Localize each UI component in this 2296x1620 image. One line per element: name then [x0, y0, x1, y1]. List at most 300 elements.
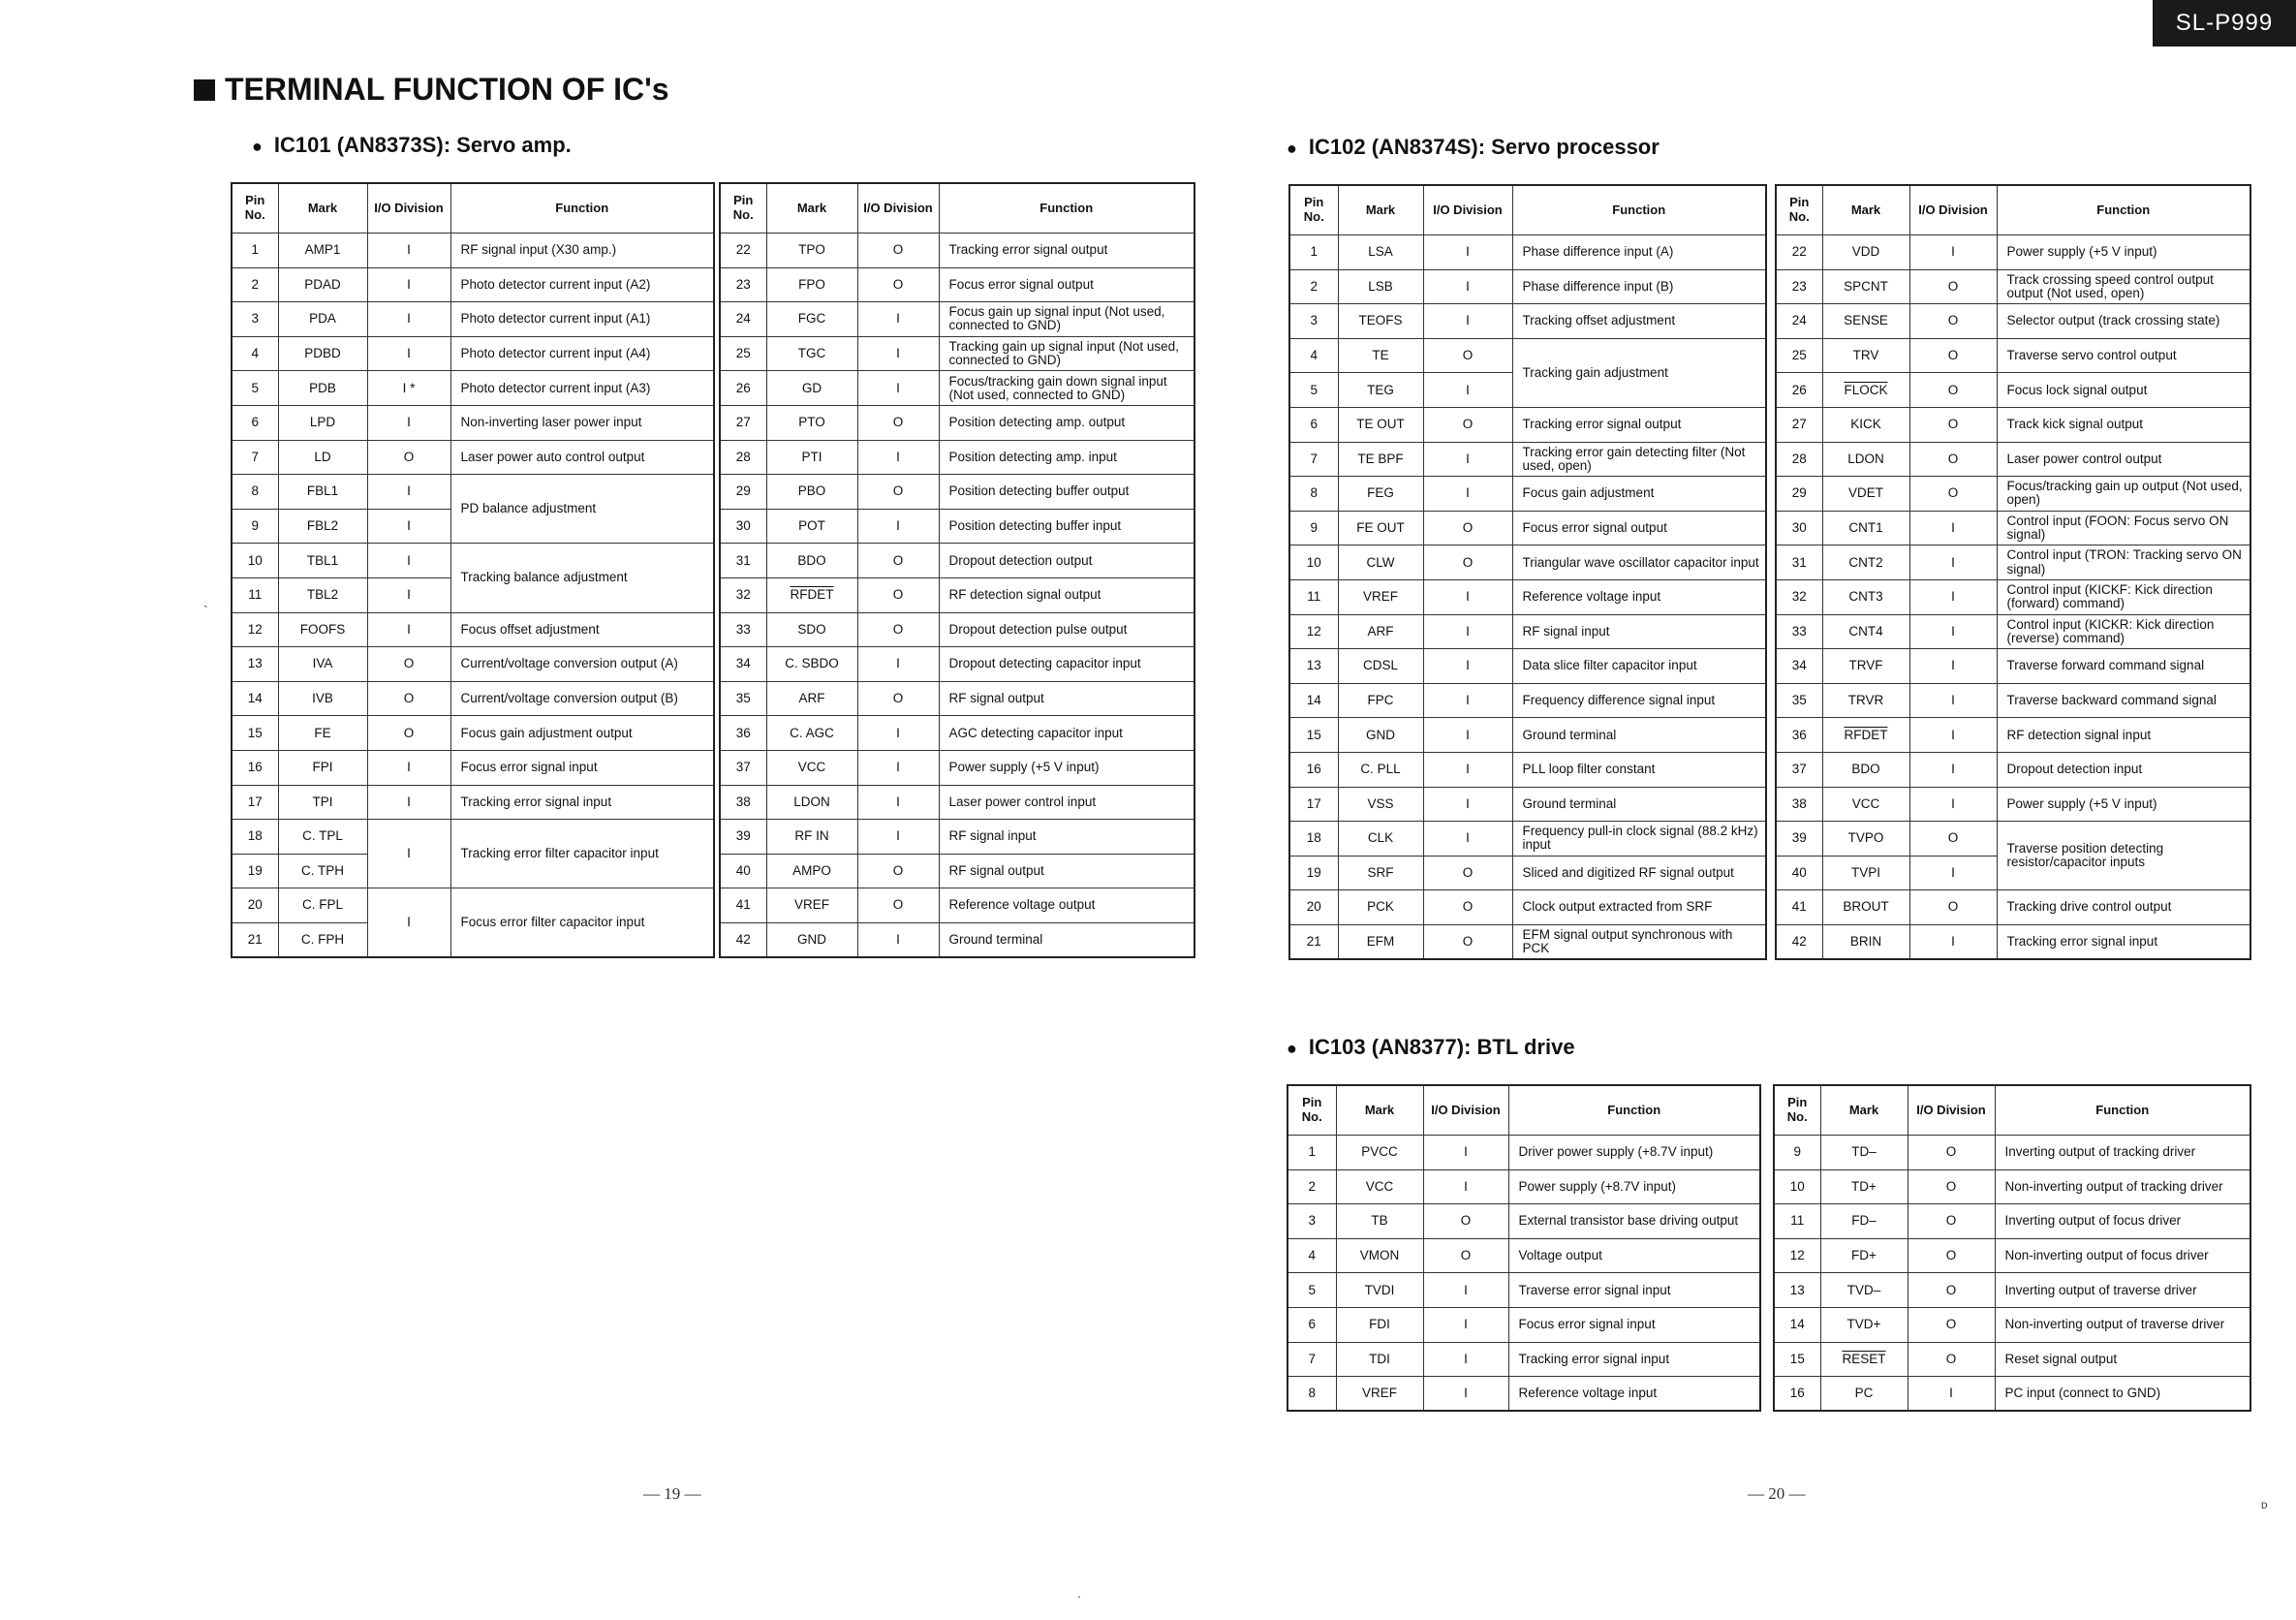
table-row	[232, 234, 714, 268]
page-title-text: TERMINAL FUNCTION OF IC's	[225, 72, 669, 107]
pin-number-cell: 12	[1289, 614, 1338, 649]
model-badge	[2153, 0, 2296, 47]
table-row	[232, 440, 714, 475]
io-cell: I	[367, 405, 450, 440]
mark-cell: TGC	[766, 336, 857, 371]
io-cell: O	[1423, 924, 1512, 959]
io-cell: I	[857, 716, 939, 751]
table-row	[1289, 683, 1766, 718]
table-row	[1776, 407, 2250, 442]
io-cell: I	[367, 612, 450, 647]
table-row	[720, 612, 1195, 647]
io-cell: O	[1909, 477, 1997, 512]
table-row	[720, 544, 1195, 578]
io-cell: I	[367, 750, 450, 785]
pin-number-cell: 39	[1776, 822, 1822, 857]
pin-number-cell: 25	[720, 336, 766, 371]
io-cell: O	[1908, 1307, 1995, 1342]
io-cell: O	[367, 647, 450, 682]
io-header: I/O Division	[857, 183, 939, 234]
mark-cell: FLOCK	[1822, 373, 1909, 408]
pin-header: Pin No.	[1776, 185, 1822, 235]
io-cell: I	[1423, 1136, 1508, 1170]
pin-number-cell: 42	[720, 922, 766, 957]
function-cell: Position detecting amp. input	[939, 440, 1195, 475]
mark-cell: RF IN	[766, 820, 857, 855]
table-row	[1774, 1238, 2250, 1273]
pin-number-cell: 41	[720, 888, 766, 923]
function-cell: Frequency pull-in clock signal (88.2 kHz) input	[1512, 822, 1766, 857]
function-header: Function	[1508, 1085, 1760, 1136]
pin-number-cell: 36	[1776, 718, 1822, 753]
pin-number-cell: 39	[720, 820, 766, 855]
pin-number-cell: 37	[1776, 752, 1822, 787]
function-cell: Dropout detecting capacitor input	[939, 647, 1195, 682]
pin-number-cell: 3	[1289, 304, 1338, 339]
pin-number-cell: 21	[1289, 924, 1338, 959]
pin-number-cell: 23	[1776, 269, 1822, 304]
function-cell: Ground terminal	[939, 922, 1195, 957]
mark-cell: TEOFS	[1338, 304, 1423, 339]
table-row	[1776, 890, 2250, 925]
pin-number-cell: 4	[1289, 338, 1338, 373]
function-cell: RF signal input	[1512, 614, 1766, 649]
pin-number-cell: 6	[1289, 407, 1338, 442]
pin-number-cell: 17	[232, 785, 278, 820]
pin-table-ic102-right	[1775, 184, 2251, 960]
function-cell: Tracking error signal output	[939, 234, 1195, 268]
mark-cell: ARF	[766, 681, 857, 716]
pin-number-cell: 34	[720, 647, 766, 682]
table-row	[1776, 683, 2250, 718]
table-row	[232, 681, 714, 716]
pin-number-cell: 7	[1288, 1342, 1336, 1377]
table-row	[720, 371, 1195, 406]
io-cell: O	[857, 234, 939, 268]
function-cell: Phase difference input (A)	[1512, 235, 1766, 270]
io-cell: I	[1909, 924, 1997, 959]
function-cell: Frequency difference signal input	[1512, 683, 1766, 718]
function-cell: Position detecting buffer input	[939, 509, 1195, 544]
mark-cell: BDO	[766, 544, 857, 578]
page-number-right: — 20 —	[1748, 1484, 1806, 1503]
mark-cell: TB	[1336, 1204, 1423, 1239]
io-cell: I	[367, 336, 450, 371]
io-cell: O	[1909, 407, 1997, 442]
pin-number-cell: 24	[1776, 304, 1822, 339]
mark-cell: EFM	[1338, 924, 1423, 959]
function-cell: Position detecting buffer output	[939, 475, 1195, 510]
pin-number-cell: 31	[720, 544, 766, 578]
mark-cell: TE OUT	[1338, 407, 1423, 442]
mark-cell: GND	[1338, 718, 1423, 753]
io-cell: O	[857, 475, 939, 510]
mark-cell: LSA	[1338, 235, 1423, 270]
pin-number-cell: 1	[232, 234, 278, 268]
pin-number-cell: 13	[1774, 1273, 1820, 1308]
mark-cell: FBL1	[278, 475, 367, 510]
function-cell: Tracking error filter capacitor input	[450, 820, 714, 888]
table-row	[1289, 649, 1766, 684]
function-cell: Photo detector current input (A2)	[450, 267, 714, 302]
mark-cell: BROUT	[1822, 890, 1909, 925]
function-cell: Focus error signal input	[450, 750, 714, 785]
pin-number-cell: 21	[232, 922, 278, 957]
table-row	[1289, 407, 1766, 442]
function-cell: Photo detector current input (A4)	[450, 336, 714, 371]
table-row	[1289, 304, 1766, 339]
pin-number-cell: 25	[1776, 338, 1822, 373]
table-row	[1289, 511, 1766, 545]
table-row	[1289, 579, 1766, 614]
io-cell: O	[1423, 1238, 1508, 1273]
function-cell: Tracking balance adjustment	[450, 544, 714, 612]
mark-cell: TBL1	[278, 544, 367, 578]
table-row	[1776, 718, 2250, 753]
pin-number-cell: 11	[232, 577, 278, 612]
table-row	[232, 888, 714, 923]
table-row	[1776, 614, 2250, 649]
mark-header: Mark	[1336, 1085, 1423, 1136]
function-cell: Power supply (+5 V input)	[1997, 787, 2250, 822]
mark-cell: TD–	[1820, 1136, 1908, 1170]
function-cell: Tracking offset adjustment	[1512, 304, 1766, 339]
function-cell: Focus error signal input	[1508, 1307, 1760, 1342]
pin-number-cell: 4	[232, 336, 278, 371]
table-row	[720, 509, 1195, 544]
pin-number-cell: 19	[1289, 856, 1338, 890]
mark-cell: CNT1	[1822, 511, 1909, 545]
function-cell: Focus error filter capacitor input	[450, 888, 714, 957]
table-row	[1774, 1204, 2250, 1239]
mark-cell: TE BPF	[1338, 442, 1423, 477]
function-cell: Focus gain up signal input (Not used, connected to GND)	[939, 302, 1195, 337]
function-cell: Reference voltage output	[939, 888, 1195, 923]
mark-cell: C. AGC	[766, 716, 857, 751]
table-row	[720, 716, 1195, 751]
table-row	[1288, 1204, 1760, 1239]
table-row	[1289, 477, 1766, 512]
mark-cell: FDI	[1336, 1307, 1423, 1342]
table-row	[1289, 752, 1766, 787]
table-row	[232, 475, 714, 510]
pin-table-ic101-left	[231, 182, 715, 958]
function-cell: Traverse error signal input	[1508, 1273, 1760, 1308]
function-cell: Inverting output of tracking driver	[1995, 1136, 2250, 1170]
table-row	[720, 440, 1195, 475]
mark-cell: IVB	[278, 681, 367, 716]
section-title-text: IC102 (AN8374S): Servo processor	[1308, 135, 1660, 159]
table-row	[1776, 477, 2250, 512]
pin-table-ic103-left	[1287, 1084, 1761, 1412]
table-row	[720, 888, 1195, 923]
table-row	[232, 612, 714, 647]
io-cell: I	[1423, 373, 1512, 408]
function-cell: Traverse forward command signal	[1997, 649, 2250, 684]
function-cell: RF signal output	[939, 854, 1195, 888]
table-row	[720, 234, 1195, 268]
pin-number-cell: 20	[1289, 890, 1338, 925]
io-header: I/O Division	[1908, 1085, 1995, 1136]
pin-number-cell: 26	[720, 371, 766, 406]
pin-number-cell: 7	[232, 440, 278, 475]
mark-cell: TD+	[1820, 1169, 1908, 1204]
table-row	[232, 405, 714, 440]
io-cell: I	[1909, 683, 1997, 718]
mark-cell: CNT2	[1822, 545, 1909, 580]
table-row	[720, 820, 1195, 855]
pin-number-cell: 35	[1776, 683, 1822, 718]
stray-mark: `	[203, 603, 208, 618]
function-header: Function	[1997, 185, 2250, 235]
mark-cell: FPI	[278, 750, 367, 785]
io-cell: I	[1423, 649, 1512, 684]
mark-cell: POT	[766, 509, 857, 544]
io-cell: I	[857, 820, 939, 855]
bullet-icon: ●	[252, 137, 263, 156]
function-cell: PC input (connect to GND)	[1995, 1377, 2250, 1412]
pin-number-cell: 18	[232, 820, 278, 855]
function-cell: Reset signal output	[1995, 1342, 2250, 1377]
mark-cell: VMON	[1336, 1238, 1423, 1273]
pin-number-cell: 2	[232, 267, 278, 302]
pin-number-cell: 6	[232, 405, 278, 440]
bullet-icon: ●	[1287, 139, 1297, 158]
mark-cell: FOOFS	[278, 612, 367, 647]
table-row	[1288, 1273, 1760, 1308]
function-cell: Photo detector current input (A1)	[450, 302, 714, 337]
mark-cell: AMPO	[766, 854, 857, 888]
pin-number-cell: 33	[1776, 614, 1822, 649]
function-cell: Focus/tracking gain up output (Not used, open)	[1997, 477, 2250, 512]
pin-number-cell: 4	[1288, 1238, 1336, 1273]
table-row	[720, 475, 1195, 510]
io-cell: I	[367, 544, 450, 578]
table-row	[1776, 442, 2250, 477]
pin-number-cell: 5	[232, 371, 278, 406]
io-cell: O	[367, 716, 450, 751]
function-cell: Photo detector current input (A3)	[450, 371, 714, 406]
function-cell: AGC detecting capacitor input	[939, 716, 1195, 751]
io-cell: I	[1423, 477, 1512, 512]
page-number-left: — 19 —	[643, 1484, 701, 1503]
pin-header: Pin No.	[1289, 185, 1338, 235]
pin-number-cell: 32	[720, 577, 766, 612]
mark-cell: LDON	[1822, 442, 1909, 477]
pin-number-cell: 9	[1289, 511, 1338, 545]
mark-cell: TDI	[1336, 1342, 1423, 1377]
io-cell: I	[1423, 718, 1512, 753]
pin-number-cell: 16	[1774, 1377, 1820, 1412]
pin-number-cell: 11	[1774, 1204, 1820, 1239]
mark-cell: C. FPL	[278, 888, 367, 923]
mark-cell: LSB	[1338, 269, 1423, 304]
table-row	[1776, 269, 2250, 304]
function-cell: PLL loop filter constant	[1512, 752, 1766, 787]
pin-header: Pin No.	[232, 183, 278, 234]
table-row	[1289, 822, 1766, 857]
io-cell: I	[367, 234, 450, 268]
io-cell: O	[857, 267, 939, 302]
mark-cell: LPD	[278, 405, 367, 440]
io-cell: O	[1909, 442, 1997, 477]
mark-cell: CDSL	[1338, 649, 1423, 684]
pin-number-cell: 38	[720, 785, 766, 820]
table-row	[1776, 752, 2250, 787]
pin-number-cell: 14	[1289, 683, 1338, 718]
io-cell: O	[1909, 304, 1997, 339]
function-cell: Tracking error gain detecting filter (Not used, open)	[1512, 442, 1766, 477]
mark-cell: CNT3	[1822, 579, 1909, 614]
function-cell: Dropout detection output	[939, 544, 1195, 578]
mark-cell: C. PLL	[1338, 752, 1423, 787]
mark-cell: TRVF	[1822, 649, 1909, 684]
mark-cell: TPO	[766, 234, 857, 268]
io-cell: I	[1423, 683, 1512, 718]
mark-cell: VREF	[766, 888, 857, 923]
mark-cell: IVA	[278, 647, 367, 682]
io-cell: I	[1423, 752, 1512, 787]
function-cell: Focus/tracking gain down signal input (Not used, connected to GND)	[939, 371, 1195, 406]
table-row	[1289, 787, 1766, 822]
mark-cell: PTO	[766, 405, 857, 440]
mark-cell: KICK	[1822, 407, 1909, 442]
io-cell: I	[1423, 1377, 1508, 1412]
io-header: I/O Division	[367, 183, 450, 234]
io-cell: I	[1423, 614, 1512, 649]
table-row	[232, 716, 714, 751]
pin-number-cell: 10	[1289, 545, 1338, 580]
function-cell: Focus error signal output	[939, 267, 1195, 302]
table-row	[720, 336, 1195, 371]
mark-cell: TRV	[1822, 338, 1909, 373]
io-cell: I	[1909, 649, 1997, 684]
pin-number-cell: 1	[1288, 1136, 1336, 1170]
table-row	[1288, 1136, 1760, 1170]
table-row	[720, 854, 1195, 888]
pin-number-cell: 40	[720, 854, 766, 888]
table-row	[1289, 338, 1766, 373]
io-cell: I	[1909, 235, 1997, 270]
mark-cell: SDO	[766, 612, 857, 647]
io-cell: O	[1908, 1342, 1995, 1377]
pin-number-cell: 28	[1776, 442, 1822, 477]
io-cell: I	[857, 336, 939, 371]
table-row	[232, 302, 714, 337]
io-cell: I	[367, 267, 450, 302]
pin-number-cell: 12	[232, 612, 278, 647]
mark-cell: TRVR	[1822, 683, 1909, 718]
pin-number-cell: 16	[1289, 752, 1338, 787]
function-cell: Non-inverting output of focus driver	[1995, 1238, 2250, 1273]
io-cell: O	[857, 888, 939, 923]
mark-header: Mark	[1820, 1085, 1908, 1136]
function-cell: RF detection signal input	[1997, 718, 2250, 753]
io-cell: I	[1423, 442, 1512, 477]
pin-number-cell: 15	[1774, 1342, 1820, 1377]
table-header-row	[232, 183, 714, 234]
mark-cell: VREF	[1336, 1377, 1423, 1412]
io-cell: I *	[367, 371, 450, 406]
function-cell: Traverse servo control output	[1997, 338, 2250, 373]
table-row	[1289, 269, 1766, 304]
function-cell: Traverse position detecting resistor/capacitor inputs	[1997, 822, 2250, 890]
function-header: Function	[939, 183, 1195, 234]
io-cell: I	[1423, 579, 1512, 614]
table-row	[720, 302, 1195, 337]
function-cell: Inverting output of focus driver	[1995, 1204, 2250, 1239]
io-cell: I	[367, 475, 450, 510]
io-cell: O	[1423, 890, 1512, 925]
table-header-row	[1774, 1085, 2250, 1136]
io-cell: I	[1909, 787, 1997, 822]
io-cell: O	[367, 440, 450, 475]
table-header-row	[1776, 185, 2250, 235]
table-row	[720, 577, 1195, 612]
io-cell: I	[1909, 752, 1997, 787]
table-row	[232, 820, 714, 855]
io-cell: I	[1909, 511, 1997, 545]
table-row	[1288, 1238, 1760, 1273]
pin-number-cell: 8	[1288, 1377, 1336, 1412]
io-cell: I	[1423, 787, 1512, 822]
function-cell: Data slice filter capacitor input	[1512, 649, 1766, 684]
pin-number-cell: 32	[1776, 579, 1822, 614]
table-row	[1776, 235, 2250, 270]
mark-cell: TVPO	[1822, 822, 1909, 857]
mark-cell: TE	[1338, 338, 1423, 373]
mark-cell: PDBD	[278, 336, 367, 371]
table-row	[1289, 856, 1766, 890]
page-title	[194, 72, 669, 108]
pin-number-cell: 23	[720, 267, 766, 302]
pin-number-cell: 27	[1776, 407, 1822, 442]
io-cell: O	[1908, 1273, 1995, 1308]
function-cell: Non-inverting laser power input	[450, 405, 714, 440]
table-row	[720, 922, 1195, 957]
io-cell: I	[857, 509, 939, 544]
table-row	[1776, 338, 2250, 373]
mark-cell: C. FPH	[278, 922, 367, 957]
io-cell: I	[1423, 304, 1512, 339]
pin-number-cell: 11	[1289, 579, 1338, 614]
table-row	[720, 267, 1195, 302]
pin-number-cell: 2	[1288, 1169, 1336, 1204]
mark-cell: C. TPL	[278, 820, 367, 855]
mark-cell: FD+	[1820, 1238, 1908, 1273]
io-cell: O	[1908, 1169, 1995, 1204]
io-cell: O	[857, 577, 939, 612]
table-row	[232, 267, 714, 302]
function-header: Function	[1512, 185, 1766, 235]
io-cell: I	[367, 577, 450, 612]
pin-number-cell: 22	[720, 234, 766, 268]
function-header: Function	[1995, 1085, 2250, 1136]
io-header: I/O Division	[1909, 185, 1997, 235]
io-cell: I	[367, 820, 450, 888]
io-cell: O	[857, 405, 939, 440]
table-row	[1776, 373, 2250, 408]
io-cell: I	[1909, 614, 1997, 649]
pin-number-cell: 36	[720, 716, 766, 751]
io-cell: I	[857, 371, 939, 406]
pin-number-cell: 13	[232, 647, 278, 682]
table-row	[1774, 1307, 2250, 1342]
function-cell: Control input (TRON: Tracking servo ON signal)	[1997, 545, 2250, 580]
mark-cell: FBL2	[278, 509, 367, 544]
table-row	[1288, 1307, 1760, 1342]
table-row	[1289, 545, 1766, 580]
